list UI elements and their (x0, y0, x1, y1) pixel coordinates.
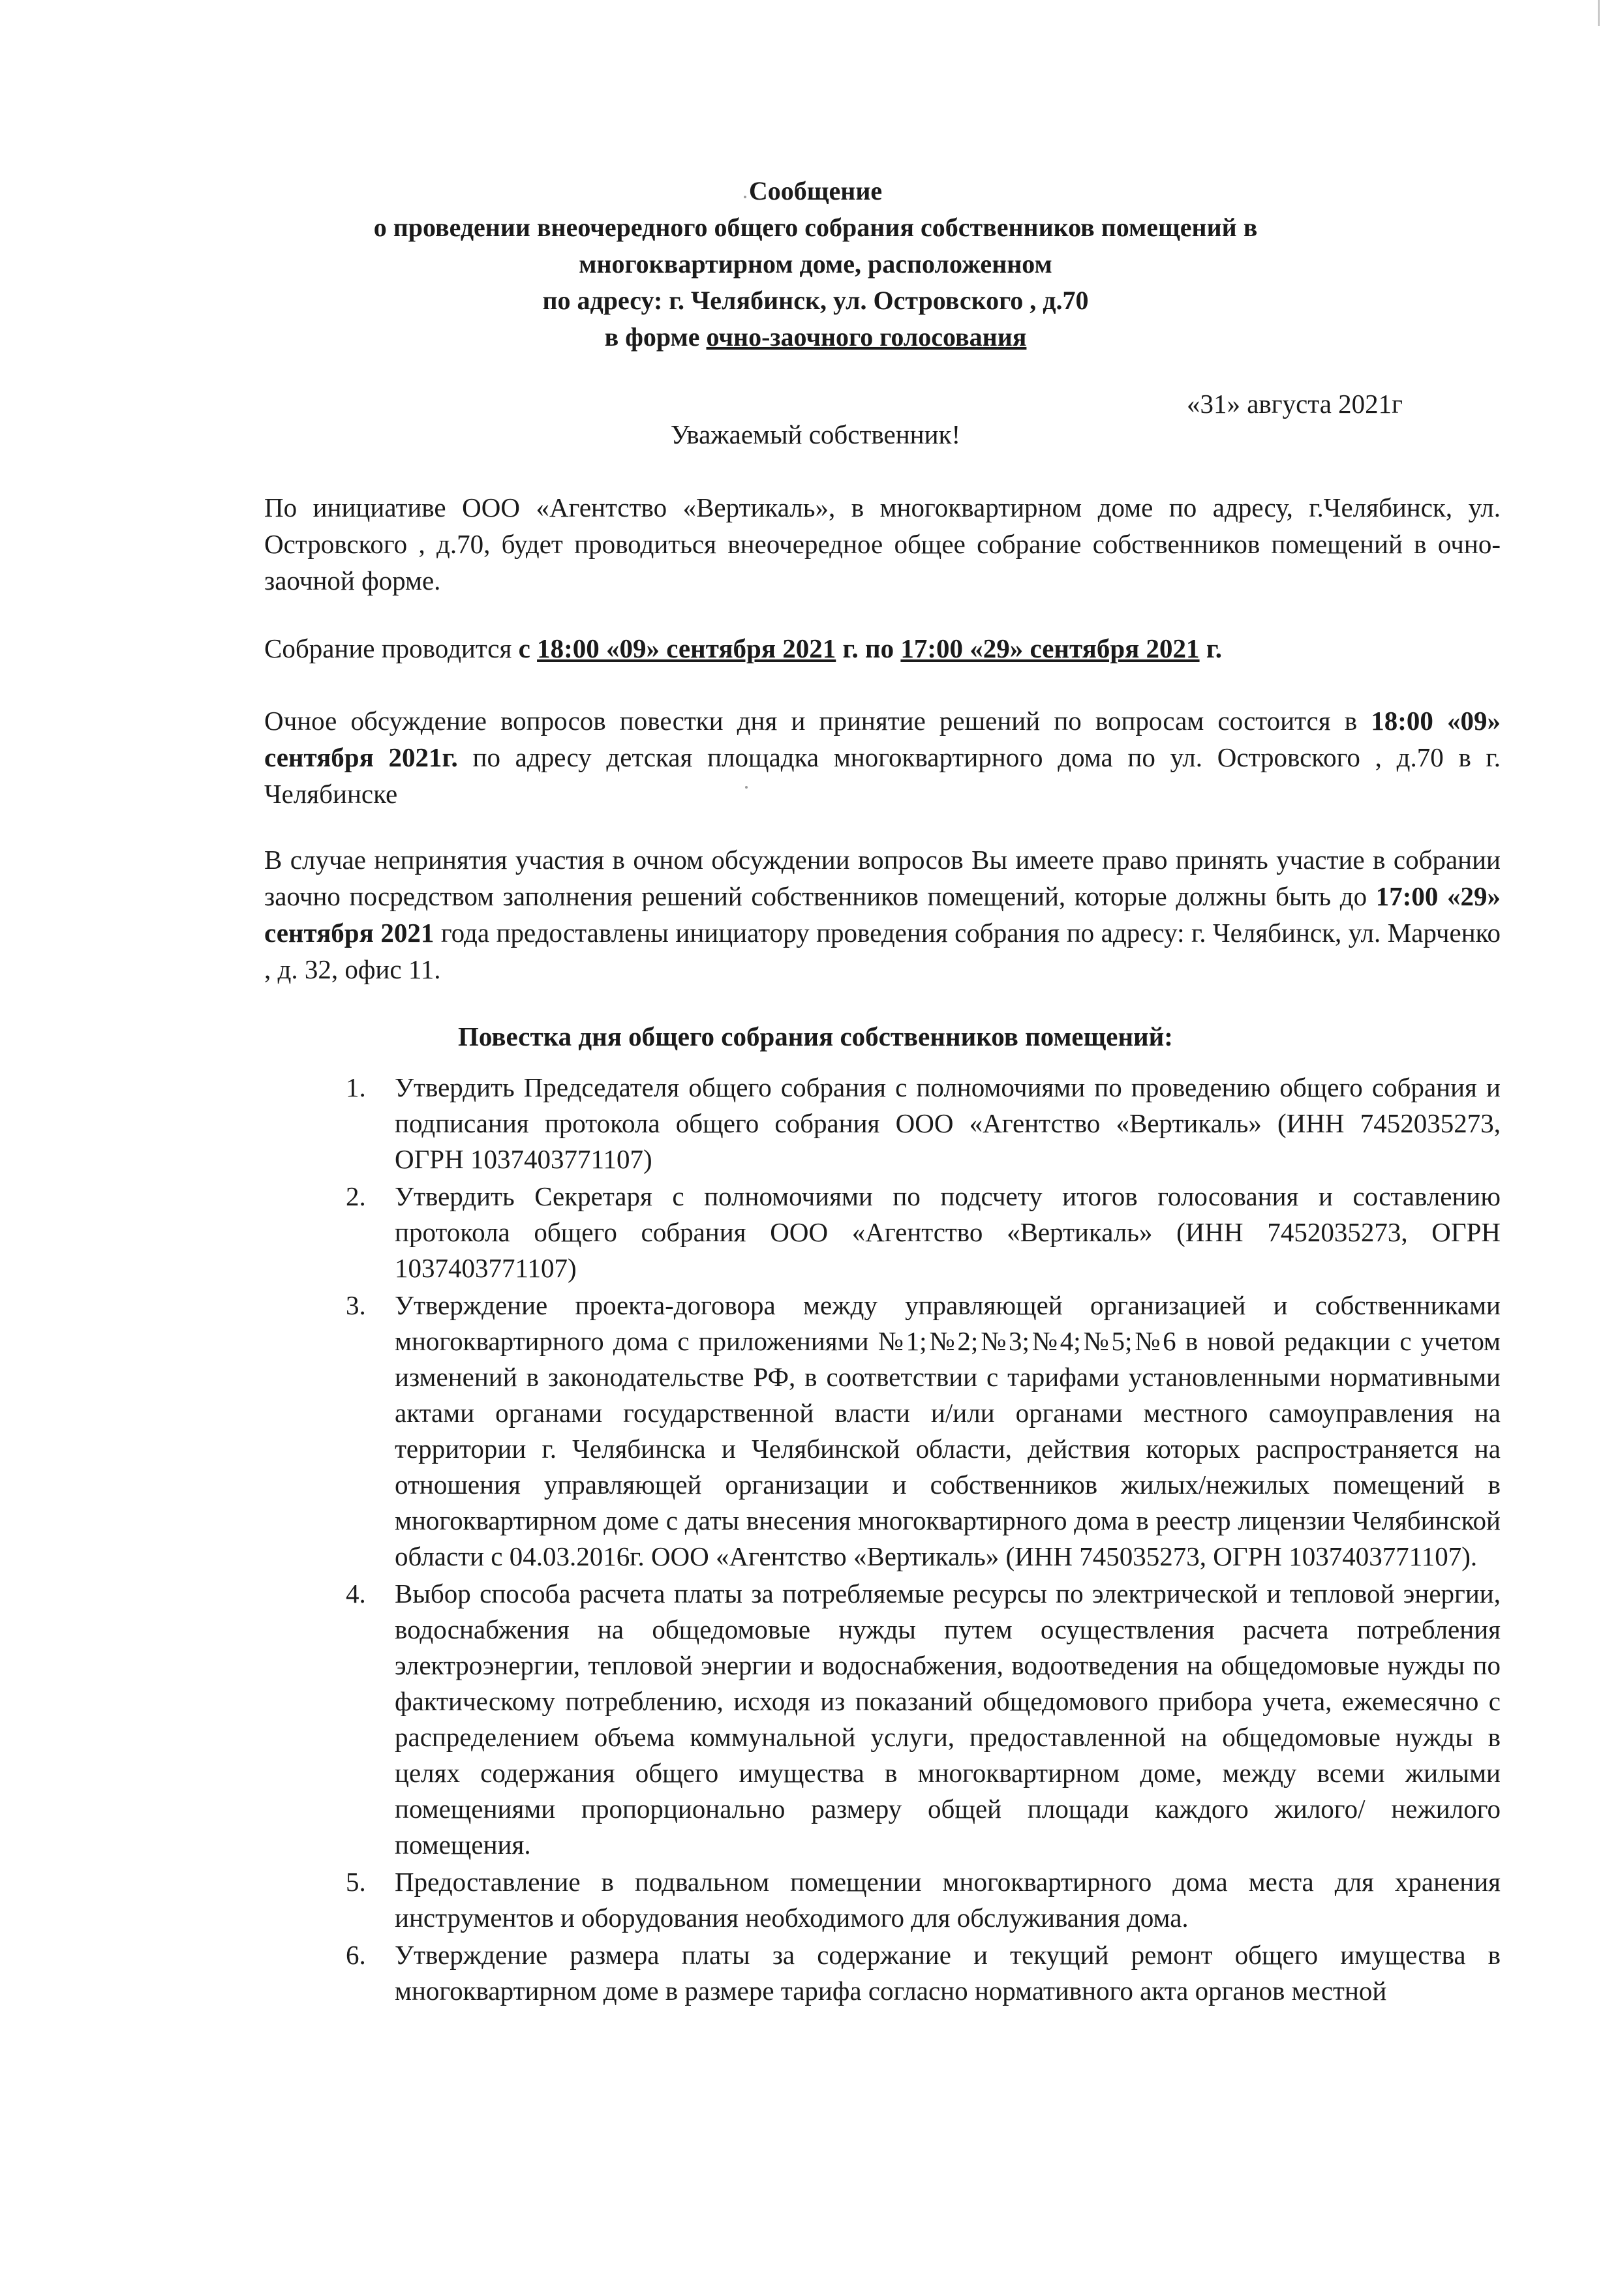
document-header (248, 173, 1383, 355)
agenda-item-number: 1. (346, 1072, 366, 1102)
agenda-item-text: Утверждение проекта-договора между управляющей организацией и собственниками многоквартирного дома с приложениями №1;№2;№3;№4;№5;№6 в новой редакции с учетом изменений в законодательстве РФ, в соответствии с тарифами установленными нормативными актами органами государственной власти и/или органами местного самоуправления на территории г. Челябинска и Челябинской области, действия которых распространяется на отношения управляющей организации и собственников жилых/нежилых помещений в многоквартирном доме с даты внесения многоквартирного дома в реестр лицензии Челябинской области с 04.03.2016г. ООО «Агентство «Вертикаль» (ИНН 745035273, ОГРН 1037403771107). (395, 1290, 1501, 1571)
period-prefix: Собрание проводится (264, 633, 519, 663)
paragraph-meeting-period (264, 630, 1501, 667)
agenda-item-number: 4. (346, 1578, 366, 1609)
agenda-item-text: Предоставление в подвальном помещении многоквартирного дома места для хранения инструментов и оборудования необходимого для обслуживания дома. (395, 1867, 1501, 1933)
agenda-item-text: Выбор способа расчета платы за потребляемые ресурсы по электрической и тепловой энергии, водоснабжения на общедомовые нужды путем осуществления расчета потребления электроэнергии, тепловой энергии и водоснабжения, водоотведения на общедомовые нужды по фактическому потреблению, исходя из показаний общедомового прибора учета, ежемесячно с распределением объема коммунальной услуги, предоставленной на общедомовые нужды в целях содержания общего имущества в многоквартирном доме, между всеми жилыми помещениями пропорционально размеру общей площади каждого жилого/ нежилого помещения. (395, 1578, 1501, 1860)
greeting: Уважаемый собственник! (670, 419, 961, 449)
period-to: 17:00 «29» сентября 2021 (900, 633, 1200, 663)
paragraph-in-person (264, 702, 1501, 812)
agenda-item (346, 1179, 1501, 1286)
period-from-c: с (518, 633, 538, 663)
agenda-item-number: 5. (346, 1867, 366, 1897)
agenda-item (346, 1288, 1501, 1575)
agenda-item (346, 1937, 1501, 2009)
agenda-item (346, 1576, 1501, 1863)
agenda-item (346, 1070, 1501, 1177)
period-suffix: г. (1199, 633, 1223, 663)
document-title: Сообщение (748, 176, 883, 205)
voting-form-prefix: в форме (604, 322, 707, 352)
agenda-title: Повестка дня общего собрания собственников помещений: (458, 1021, 1173, 1051)
document-date: «31» августа 2021г (1186, 389, 1403, 419)
header-line-4: по адресу: г. Челябинск, ул. Островского , д.70 (542, 286, 1089, 315)
absentee-text-after: года предоставлены инициатору проведения собрания по адресу: г. Челябинск, ул. Марченко , д. 32, офис 11. (264, 918, 1501, 984)
header-line-3: многоквартирном доме, расположенном (579, 249, 1052, 279)
agenda-item-text: Утверждение размера платы за содержание и текущий ремонт общего имущества в многоквартирном доме в размере тарифа согласно нормативного акта органов местной (395, 1940, 1501, 2006)
in-person-text-before: Очное обсуждение вопросов повестки дня и принятие решений по вопросам состоится в (264, 706, 1371, 736)
agenda-item-number: 2. (346, 1181, 366, 1211)
in-person-time: 18:00 «09» сентября 2021г. (264, 706, 1501, 772)
period-mid: г. по (836, 633, 901, 663)
agenda-item (346, 1864, 1501, 1936)
voting-form: очно-заочного голосования (706, 322, 1027, 352)
absentee-text-before: В случае непринятия участия в очном обсуждении вопросов Вы имеете право принять участие в собрании заочно посредством заполнения решений собственников помещений, которые должны быть до (264, 845, 1501, 911)
header-line-2: о проведении внеочередного общего собрания собственников помещений в (373, 213, 1258, 242)
header-line-5 (248, 319, 1383, 355)
paragraph-initiative: По инициативе ООО «Агентство «Вертикаль», в многоквартирном доме по адресу, г.Челябинск, ул. Островского , д.70, будет проводиться внеочередное общее собрание собственников помещений в очно-заочной форме. (264, 492, 1501, 596)
agenda-item-number: 3. (346, 1290, 366, 1320)
period-from: 18:00 «09» сентября 2021 (537, 633, 836, 663)
in-person-text-after: по адресу детская площадка многоквартирного дома по ул. Островского , д.70 в г. Челябинске (264, 742, 1501, 809)
paragraph-absentee (264, 841, 1501, 988)
agenda-item-number: 6. (346, 1940, 366, 1970)
absentee-deadline: 17:00 «29» сентября 2021 (264, 881, 1501, 948)
agenda-list (346, 1070, 1501, 2010)
agenda-item-text: Утвердить Секретаря с полномочиями по подсчету итогов голосования и составлению протокола общего собрания ООО «Агентство «Вертикаль» (ИНН 7452035273, ОГРН 1037403771107) (395, 1181, 1501, 1283)
scan-edge-mark (1598, 0, 1600, 26)
agenda-item-text: Утвердить Председателя общего собрания с полномочиями по проведению общего собрания и подписания протокола общего собрания ООО «Агентство «Вертикаль» (ИНН 7452035273, ОГРН 1037403771107) (395, 1072, 1501, 1174)
